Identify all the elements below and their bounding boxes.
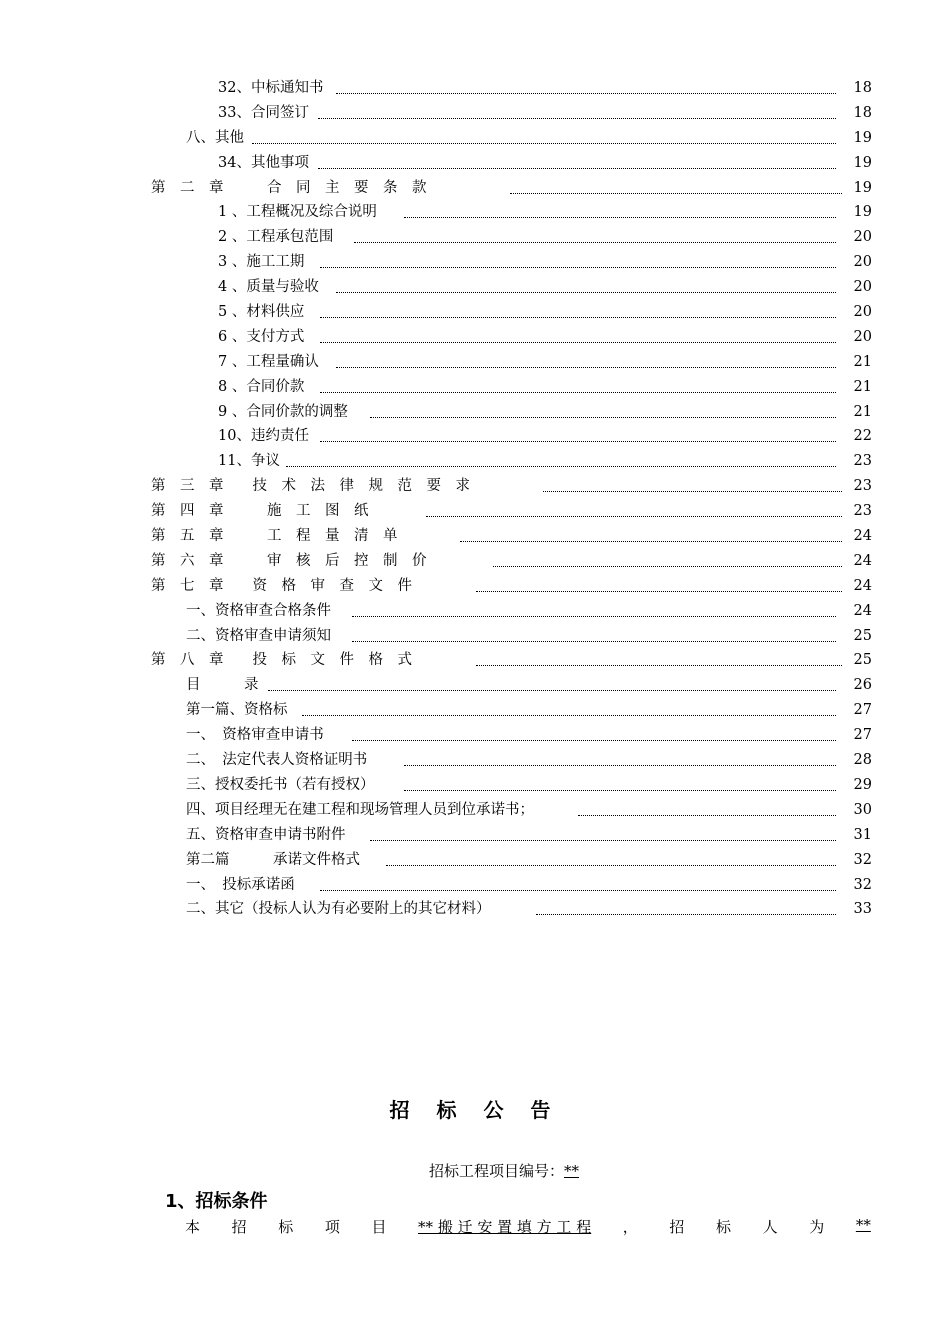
toc-entry[interactable] bbox=[0, 773, 950, 798]
toc-page-number: 29 bbox=[853, 776, 872, 793]
toc-entry-label: 3 、施工工期 bbox=[218, 254, 305, 271]
toc-dot-leader bbox=[536, 897, 836, 922]
toc-entry[interactable] bbox=[0, 300, 950, 325]
toc-page-number: 18 bbox=[853, 80, 872, 96]
toc-page-number: 24 bbox=[853, 577, 872, 594]
toc-entry[interactable] bbox=[0, 474, 950, 499]
toc-entry-label: 五、资格审查申请书附件 bbox=[186, 826, 346, 843]
toc-entry-label: 32、中标通知书 bbox=[218, 80, 324, 96]
toc-dot-leader bbox=[476, 648, 842, 673]
toc-entry-label: 第 四 章 施 工 图 纸 bbox=[151, 503, 369, 520]
toc-dot-leader bbox=[320, 375, 836, 400]
toc-entry[interactable] bbox=[0, 275, 950, 300]
toc-dot-leader bbox=[352, 723, 836, 748]
toc-entry-label: 7 、工程量确认 bbox=[218, 353, 319, 370]
toc-page-number: 20 bbox=[853, 229, 872, 246]
toc-page-number: 32 bbox=[853, 851, 872, 868]
toc-dot-leader bbox=[354, 225, 836, 250]
bidding-conditions-paragraph bbox=[185, 1216, 871, 1237]
toc-page-number: 23 bbox=[853, 503, 872, 520]
toc-dot-leader bbox=[336, 76, 836, 101]
toc-entry-label: 9 、合同价款的调整 bbox=[218, 403, 348, 420]
toc-entry-label: 二、资格审查申请须知 bbox=[186, 627, 331, 644]
toc-entry-label: 四、项目经理无在建工程和现场管理人员到位承诺书； bbox=[186, 801, 534, 818]
toc-dot-leader bbox=[543, 474, 842, 499]
toc-page-number: 27 bbox=[853, 702, 872, 719]
toc-dot-leader bbox=[404, 200, 836, 225]
toc-entry[interactable] bbox=[0, 848, 950, 873]
toc-entry-label: 三、授权委托书（若有授权） bbox=[186, 776, 375, 793]
toc-page-number: 18 bbox=[853, 104, 872, 121]
toc-page-number: 22 bbox=[853, 428, 872, 445]
toc-dot-leader bbox=[370, 400, 836, 425]
toc-entry[interactable] bbox=[0, 200, 950, 225]
toc-entry[interactable] bbox=[0, 873, 950, 898]
toc-dot-leader bbox=[352, 624, 836, 649]
toc-page-number: 31 bbox=[853, 826, 872, 843]
toc-page-number: 24 bbox=[853, 602, 872, 619]
toc-entry-label: 二、 法定代表人资格证明书 bbox=[186, 752, 368, 769]
toc-dot-leader bbox=[426, 499, 842, 524]
toc-entry-label: 第 七 章 资 格 审 查 文 件 bbox=[151, 577, 412, 594]
toc-entry[interactable] bbox=[0, 574, 950, 599]
para-word: 招 bbox=[669, 1218, 685, 1236]
toc-dot-leader bbox=[352, 599, 836, 624]
toc-entry-label: 11、争议 bbox=[218, 453, 280, 470]
toc-dot-leader bbox=[386, 848, 836, 873]
toc-dot-leader bbox=[336, 350, 836, 375]
toc-entry[interactable] bbox=[0, 126, 950, 151]
toc-page-number: 21 bbox=[853, 378, 872, 395]
toc-entry-label: 8 、合同价款 bbox=[218, 378, 305, 395]
toc-entry-label: 目 录 bbox=[186, 677, 259, 694]
para-word: 标 bbox=[278, 1218, 294, 1236]
toc-dot-leader bbox=[510, 176, 842, 201]
toc-entry[interactable] bbox=[0, 449, 950, 474]
toc-dot-leader bbox=[252, 126, 836, 151]
toc-entry[interactable] bbox=[0, 499, 950, 524]
toc-page-number: 23 bbox=[853, 453, 872, 470]
toc-dot-leader bbox=[320, 250, 836, 275]
toc-entry-label: 第 八 章 投 标 文 件 格 式 bbox=[151, 652, 412, 669]
toc-page-number: 28 bbox=[853, 752, 872, 769]
toc-entry-label: 一、资格审查合格条件 bbox=[186, 602, 331, 619]
para-word: ， bbox=[622, 1218, 638, 1236]
toc-dot-leader bbox=[320, 325, 836, 350]
toc-entry-label: 10、违约责任 bbox=[218, 428, 309, 445]
tenderer-name: ** bbox=[855, 1216, 871, 1234]
toc-page-number: 25 bbox=[853, 652, 872, 669]
toc-entry-label: 第 二 章 合 同 主 要 条 款 bbox=[151, 179, 427, 196]
toc-entry[interactable] bbox=[0, 424, 950, 449]
toc-entry-label: 第二篇 承诺文件格式 bbox=[186, 851, 360, 868]
toc-dot-leader bbox=[268, 673, 836, 698]
para-word: 目 bbox=[371, 1218, 387, 1236]
toc-entry[interactable] bbox=[0, 225, 950, 250]
toc-entry-label: 第 三 章 技 术 法 律 规 范 要 求 bbox=[151, 478, 470, 495]
toc-page-number: 27 bbox=[853, 727, 872, 744]
toc-entry[interactable] bbox=[0, 798, 950, 823]
toc-entry[interactable] bbox=[0, 648, 950, 673]
toc-dot-leader bbox=[493, 549, 842, 574]
toc-entry[interactable] bbox=[0, 350, 950, 375]
toc-dot-leader bbox=[302, 698, 836, 723]
toc-entry-label: 一、 资格审查申请书 bbox=[186, 727, 324, 744]
toc-entry[interactable] bbox=[0, 400, 950, 425]
toc-dot-leader bbox=[370, 823, 836, 848]
toc-entry[interactable] bbox=[0, 624, 950, 649]
toc-entry-label: 二、其它（投标人认为有必要附上的其它材料） bbox=[186, 901, 491, 918]
toc-page-number: 19 bbox=[853, 129, 872, 146]
table-of-contents bbox=[0, 76, 950, 922]
project-number-line bbox=[429, 1160, 579, 1181]
toc-entry-label: 6 、支付方式 bbox=[218, 328, 305, 345]
toc-entry[interactable] bbox=[0, 375, 950, 400]
toc-entry[interactable] bbox=[0, 673, 950, 698]
toc-entry[interactable] bbox=[0, 325, 950, 350]
toc-dot-leader bbox=[460, 524, 842, 549]
toc-entry[interactable] bbox=[0, 151, 950, 176]
toc-page-number: 24 bbox=[853, 552, 872, 569]
toc-dot-leader bbox=[336, 275, 836, 300]
toc-dot-leader bbox=[320, 300, 836, 325]
para-word: 项 bbox=[324, 1218, 340, 1236]
para-word: 为 bbox=[809, 1218, 825, 1236]
toc-entry[interactable] bbox=[0, 76, 950, 101]
section-heading-bidding-conditions: 1、招标条件 bbox=[165, 1191, 268, 1212]
toc-entry[interactable] bbox=[0, 897, 950, 922]
toc-page-number: 19 bbox=[853, 154, 872, 171]
toc-page-number: 30 bbox=[853, 801, 872, 818]
toc-page-number: 20 bbox=[853, 304, 872, 321]
toc-entry-label: 八、其他 bbox=[186, 129, 244, 146]
toc-entry-label: 33、合同签订 bbox=[218, 104, 309, 121]
toc-dot-leader bbox=[318, 101, 836, 126]
toc-page-number: 32 bbox=[853, 876, 872, 893]
toc-page-number: 33 bbox=[853, 901, 872, 918]
toc-entry-label: 5 、材料供应 bbox=[218, 304, 305, 321]
project-number-label: 招标工程项目编号： bbox=[429, 1162, 565, 1180]
toc-dot-leader bbox=[320, 873, 836, 898]
para-word: 招 bbox=[231, 1218, 247, 1236]
toc-entry-label: 34、其他事项 bbox=[218, 154, 309, 171]
para-word: 标 bbox=[716, 1218, 732, 1236]
toc-entry[interactable] bbox=[0, 549, 950, 574]
toc-entry[interactable] bbox=[0, 748, 950, 773]
toc-dot-leader bbox=[320, 424, 836, 449]
toc-page-number: 25 bbox=[853, 627, 872, 644]
toc-entry-label: 第 五 章 工 程 量 清 单 bbox=[151, 528, 398, 545]
toc-dot-leader bbox=[404, 773, 836, 798]
notice-title: 招 标 公 告 bbox=[389, 1098, 561, 1122]
toc-dot-leader bbox=[404, 748, 836, 773]
toc-page-number: 21 bbox=[853, 403, 872, 420]
toc-page-number: 20 bbox=[853, 328, 872, 345]
project-name: ** 搬 迁 安 置 填 方 工 程 bbox=[418, 1218, 592, 1236]
toc-dot-leader bbox=[318, 151, 836, 176]
toc-page-number: 19 bbox=[853, 179, 872, 196]
toc-page-number: 21 bbox=[853, 353, 872, 370]
toc-page-number: 20 bbox=[853, 279, 872, 296]
toc-entry[interactable] bbox=[0, 101, 950, 126]
para-word: 本 bbox=[185, 1218, 201, 1236]
toc-dot-leader bbox=[286, 449, 836, 474]
toc-entry-label: 第 六 章 审 核 后 控 制 价 bbox=[151, 552, 427, 569]
toc-dot-leader bbox=[578, 798, 836, 823]
toc-page-number: 24 bbox=[853, 528, 872, 545]
toc-entry[interactable] bbox=[0, 599, 950, 624]
toc-page-number: 20 bbox=[853, 254, 872, 271]
toc-entry-label: 4 、质量与验收 bbox=[218, 279, 319, 296]
toc-entry[interactable] bbox=[0, 698, 950, 723]
toc-entry[interactable] bbox=[0, 823, 950, 848]
project-number-value: ** bbox=[564, 1162, 580, 1180]
toc-entry-label: 一、 投标承诺函 bbox=[186, 876, 295, 893]
toc-entry[interactable] bbox=[0, 176, 950, 201]
toc-page-number: 19 bbox=[853, 204, 872, 221]
toc-entry-label: 2 、工程承包范围 bbox=[218, 229, 334, 246]
para-word: 人 bbox=[762, 1218, 778, 1236]
toc-entry-label: 1 、工程概况及综合说明 bbox=[218, 204, 377, 221]
toc-page-number: 23 bbox=[853, 478, 872, 495]
toc-page-number: 26 bbox=[853, 677, 872, 694]
toc-dot-leader bbox=[476, 574, 842, 599]
toc-entry[interactable] bbox=[0, 524, 950, 549]
toc-entry[interactable] bbox=[0, 250, 950, 275]
toc-entry[interactable] bbox=[0, 723, 950, 748]
toc-entry-label: 第一篇、资格标 bbox=[186, 702, 288, 719]
